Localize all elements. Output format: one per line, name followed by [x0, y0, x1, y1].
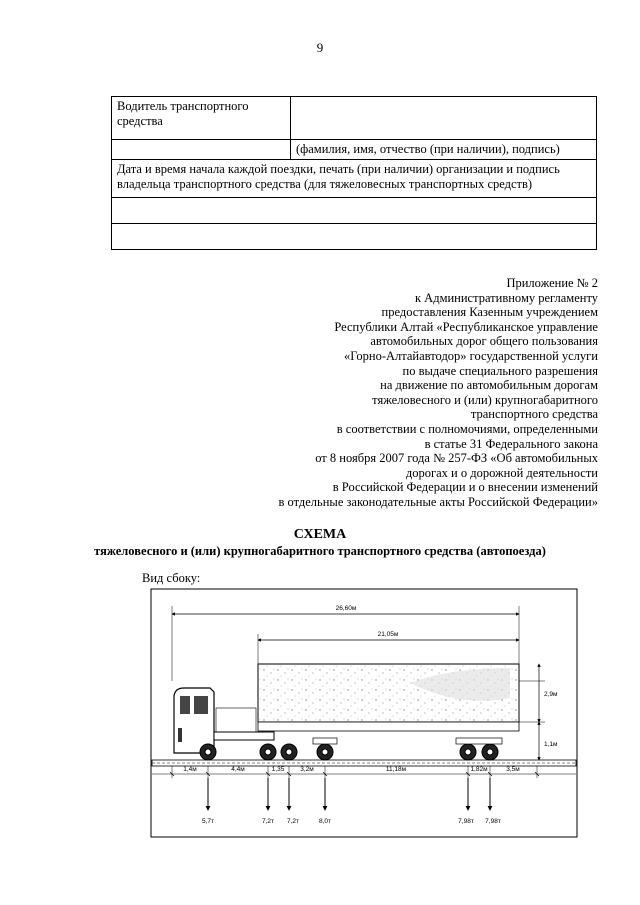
driver-caption: (фамилия, имя, отчество (при наличии), подпись) — [291, 140, 597, 160]
driver-label: Водитель транспортного средства — [112, 97, 291, 140]
trailer-chassis — [258, 722, 519, 731]
axle-load-arrows — [208, 778, 490, 810]
appendix-line: по выдаче специального разрешения — [402, 363, 598, 378]
appendix-line: «Горно-Алтайавтодор» государственной услуги — [344, 348, 598, 363]
appendix-line: в статье 31 Федерального закона — [424, 436, 598, 451]
empty-cell — [112, 140, 291, 160]
axle-load-label: 5,7т — [201, 818, 215, 825]
appendix-line: от 8 ноября 2007 года № 257-ФЗ «Об автомобильных — [315, 451, 598, 466]
appendix-line: автомобильных дорог общего пользования — [370, 334, 598, 349]
scheme-title: СХЕМА — [293, 527, 347, 542]
scheme-subtitle: тяжеловесного и (или) крупногабаритного транспортного средства (автопоезда) — [94, 544, 546, 558]
axle-load-label: 8,0т — [318, 818, 332, 825]
appendix-line: транспортного средства — [470, 407, 598, 422]
appendix-line: Приложение № 2 — [506, 276, 598, 290]
appendix-line: Республики Алтай «Республиканское управление — [334, 319, 598, 334]
appendix-line: предоставления Казенным учреждением — [381, 305, 598, 320]
vehicle-side-view-diagram — [150, 588, 578, 838]
spacing-label: 1,4м — [183, 766, 197, 773]
axle-load-label: 7,2т — [261, 818, 275, 825]
axle-load-label: 7,98т — [485, 818, 501, 825]
side-view-label: Вид сбоку: — [142, 571, 201, 585]
clearance-label: 1,1м — [544, 741, 558, 748]
appendix-line: к Административному регламенту — [414, 290, 598, 305]
spacing-label: 11,18м — [385, 766, 407, 773]
appendix-line: в соответствии с полномочиями, определенными — [336, 421, 598, 436]
trip-label: Дата и время начала каждой поездки, печать (при наличии) организации и подпись владельца транспортного средства (для тяжеловесных транспортных средств) — [112, 160, 597, 198]
trip-entry-row — [112, 224, 597, 250]
appendix-line: в Российской Федерации и о внесении изменений — [332, 480, 598, 495]
page-number: 9 — [316, 40, 324, 55]
spacing-label: 4,4м — [231, 766, 245, 773]
appendix-line: дорогах и о дорожной деятельности — [405, 465, 598, 480]
trailer-length-label: 21,05м — [377, 631, 399, 638]
driver-signature-cell — [291, 97, 597, 140]
appendix-line: в отдельные законодательные акты Российской Федерации» — [278, 494, 598, 509]
overall-length-label: 26,60м — [335, 605, 357, 612]
spacing-label: 1,82м — [470, 766, 488, 773]
axle-load-label: 7,98т — [458, 818, 474, 825]
trip-entry-row — [112, 198, 597, 224]
truck-frame — [214, 732, 274, 740]
trailer-bogie-front — [313, 738, 337, 744]
trailer-bogie-rear — [456, 738, 502, 744]
cab-window — [180, 696, 190, 714]
signature-table — [111, 96, 597, 250]
cab-grille — [178, 728, 182, 742]
appendix-header — [178, 276, 598, 510]
cargo-height-label: 2,9м — [544, 691, 558, 698]
cab-window — [194, 696, 208, 714]
fifth-wheel-area — [216, 708, 256, 732]
wheels — [200, 744, 498, 760]
spacing-label: 3,2м — [300, 766, 314, 773]
appendix-line: на движение по автомобильным дорогам — [380, 378, 598, 393]
axle-load-label: 7,2т — [286, 818, 300, 825]
appendix-line: тяжеловесного и (или) крупногабаритного — [372, 392, 598, 407]
spacing-label: 1,35 — [271, 766, 285, 773]
spacing-label: 3,5м — [506, 766, 520, 773]
